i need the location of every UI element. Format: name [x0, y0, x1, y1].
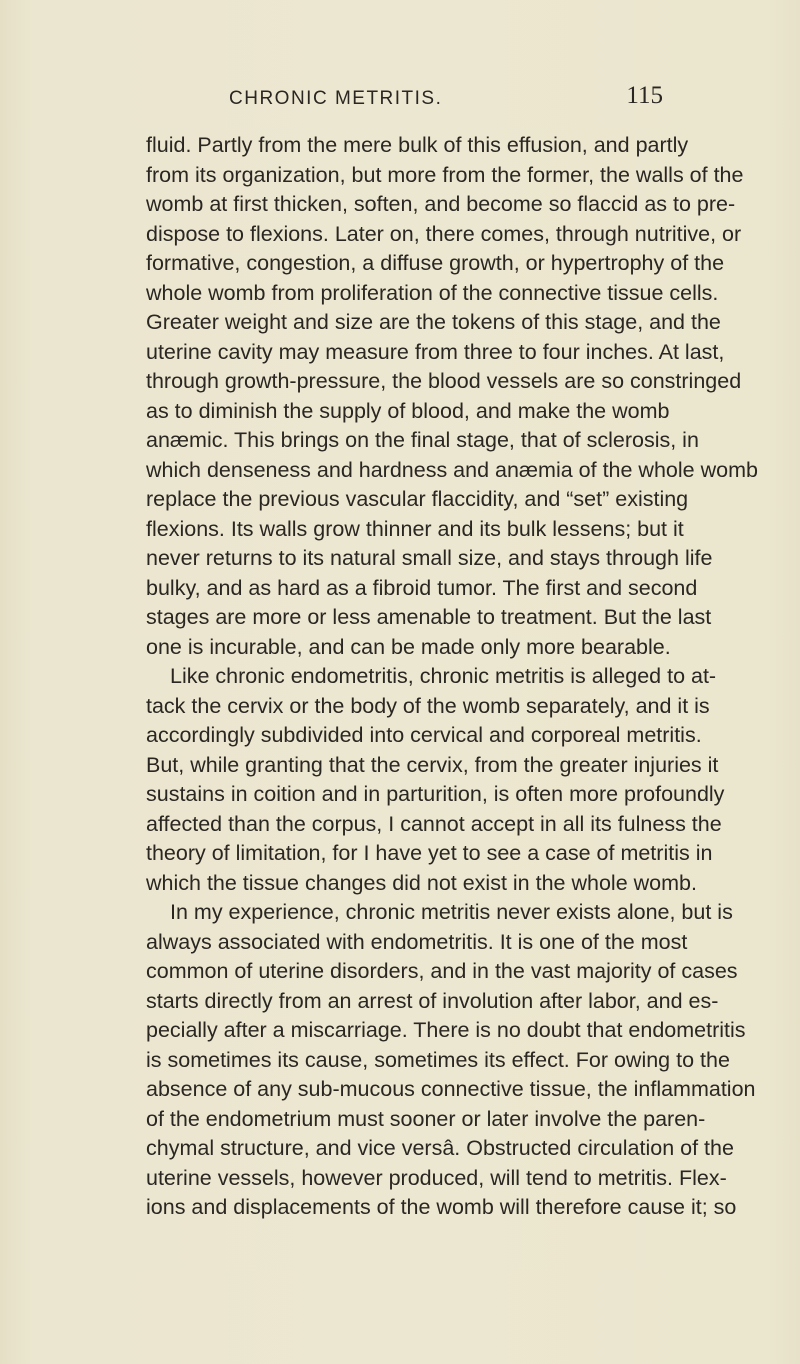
text-line: always associated with endometritis. It is one of the most: [146, 929, 688, 954]
text-line: replace the previous vascular flaccidity, and “set” existing: [146, 487, 689, 511]
text-line: through growth-pressure, the blood vessels are so constringed: [146, 369, 742, 393]
text-line: pecially after a miscarriage. There is no doubt that endometritis: [146, 1018, 746, 1042]
text-line: In my experience, chronic metritis never exists alone, but is: [170, 900, 733, 924]
text-line: But, while granting that the cervix, from the greater injuries it: [146, 752, 719, 777]
text-line: common of uterine disorders, and in the vast majority of cases: [146, 959, 738, 983]
text-line: anæmic. This brings on the final stage, that of sclerosis, in: [146, 428, 699, 452]
text-line: accordingly subdivided into cervical and corporeal metritis.: [146, 723, 702, 747]
text-line: womb at first thicken, soften, and become so flaccid as to pre-: [146, 192, 736, 216]
text-line: of the endometrium must sooner or later involve the paren-: [146, 1106, 706, 1131]
text-line: uterine vessels, however produced, will tend to metritis. Flex-: [146, 1165, 727, 1190]
text-line: whole womb from proliferation of the connective tissue cells.: [146, 280, 719, 305]
text-line: tack the cervix or the body of the womb separately, and it is: [146, 693, 710, 718]
text-line: sustains in coition and in parturition, is often more profoundly: [146, 782, 725, 806]
text-line: never returns to its natural small size, and stays through life: [146, 546, 713, 570]
text-line: bulky, and as hard as a fibroid tumor. The first and second: [146, 575, 698, 600]
text-line: one is incurable, and can be made only more bearable.: [146, 634, 671, 659]
text-line: as to diminish the supply of blood, and make the womb: [146, 398, 670, 423]
text-line: chymal structure, and vice versâ. Obstructed circulation of the: [146, 1136, 734, 1160]
text-line: affected than the corpus, I cannot accept in all its fulness the: [146, 811, 722, 836]
text-line: theory of limitation, for I have yet to see a case of metritis in: [146, 841, 713, 865]
text-line: starts directly from an arrest of involution after labor, and es-: [146, 988, 719, 1013]
text-line: which denseness and hardness and anæmia of the whole womb: [146, 457, 758, 482]
text-line: flexions. Its walls grow thinner and its bulk lessens; but it: [146, 516, 684, 541]
body-text: [146, 131, 758, 1223]
page-number: 115: [626, 82, 663, 109]
text-line: dispose to flexions. Later on, there comes, through nutritive, or: [146, 221, 742, 246]
text-line: stages are more or less amenable to treatment. But the last: [146, 605, 712, 629]
text-line: Like chronic endometritis, chronic metritis is alleged to at-: [170, 664, 717, 688]
text-line: Greater weight and size are the tokens of this stage, and the: [146, 310, 721, 334]
text-line: fluid. Partly from the mere bulk of this effusion, and partly: [146, 133, 689, 157]
chapter-title: CHRONIC METRITIS.: [229, 88, 443, 109]
text-line: uterine cavity may measure from three to four inches. At last,: [146, 339, 725, 364]
text-line: is sometimes its cause, sometimes its effect. For owing to the: [146, 1047, 730, 1072]
text-line: which the tissue changes did not exist in the whole womb.: [146, 870, 697, 895]
running-head: [139, 82, 663, 118]
text-line: from its organization, but more from the former, the walls of the: [146, 162, 744, 187]
text-line: absence of any sub-mucous connective tissue, the inflammation: [146, 1077, 756, 1101]
text-line: formative, congestion, a diffuse growth, or hypertrophy of the: [146, 251, 725, 275]
text-line: ions and displacements of the womb will therefore cause it; so: [146, 1195, 737, 1219]
